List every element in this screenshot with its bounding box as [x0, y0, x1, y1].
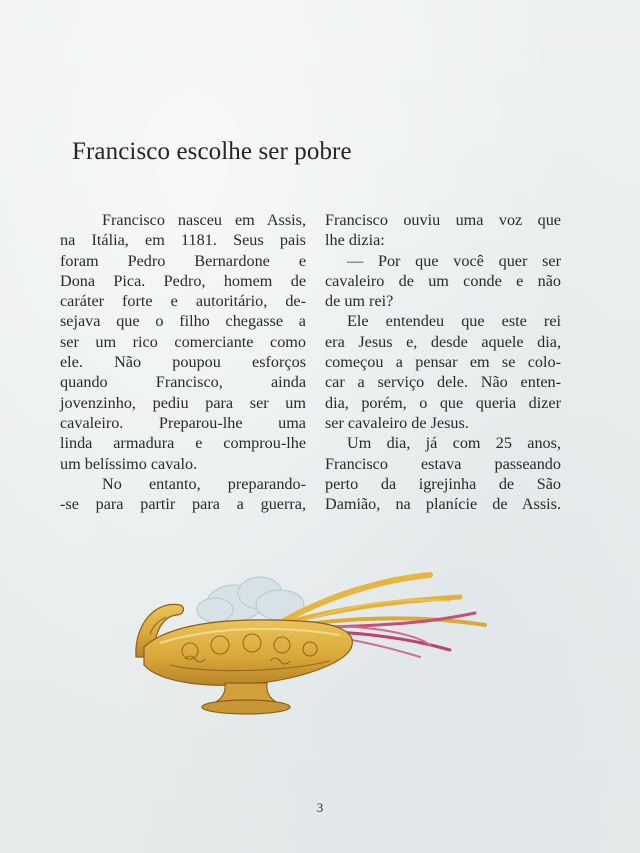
- text-line: cavaleiro de um conde e não: [325, 271, 561, 290]
- text-line: Um dia, já com 25 anos,: [347, 434, 561, 453]
- text-line: car a serviço dele. Não enten-: [325, 373, 561, 392]
- golden-oil-lamp-icon: [130, 565, 500, 725]
- text-line: Damião, na planície de Assis.: [325, 495, 561, 514]
- text-line: na Itália, em 1181. Seus pais: [60, 231, 306, 250]
- text-line: dia, porém, o que queria dizer: [325, 393, 561, 412]
- text-line: ser cavaleiro de Jesus.: [325, 413, 469, 432]
- text-line: ele. Não poupou esforços: [60, 353, 306, 372]
- page-number: 3: [316, 800, 324, 815]
- text-line: quando Francisco, ainda: [60, 373, 306, 392]
- text-line: começou a pensar em se colo-: [325, 353, 561, 372]
- text-line: ser um rico comerciante como: [60, 332, 306, 351]
- text-line: -se para partir para a guerra,: [60, 495, 306, 514]
- text-line: Francisco nasceu em Assis,: [102, 211, 306, 229]
- text-line: perto da igrejinha de São: [325, 474, 561, 493]
- page-title: Francisco escolhe ser pobre: [72, 138, 352, 165]
- text-line: caráter forte e autoritário, de-: [60, 292, 306, 311]
- text-column-left: [60, 210, 306, 514]
- text-column-right: [325, 210, 561, 514]
- text-line: — Por que você quer ser: [347, 251, 561, 270]
- text-line: Francisco estava passeando: [325, 454, 561, 473]
- text-line: cavaleiro. Preparou-lhe uma: [60, 413, 306, 432]
- text-line: Ele entendeu que este rei: [347, 312, 561, 331]
- text-line: Francisco ouviu uma voz que: [325, 211, 561, 229]
- text-line: No entanto, preparando-: [102, 474, 306, 493]
- text-line: lhe dizia:: [325, 231, 385, 250]
- smoke-cloud: [197, 577, 304, 622]
- text-line: foram Pedro Bernardone e: [60, 251, 306, 270]
- text-line: sejava que o filho chegasse a: [60, 312, 306, 331]
- text-line: Dona Pica. Pedro, homem de: [60, 271, 306, 290]
- text-line: linda armadura e comprou-lhe: [60, 434, 306, 453]
- text-line: era Jesus e, desde aquele dia,: [325, 332, 561, 351]
- text-line: de um rei?: [325, 292, 394, 311]
- text-line: jovenzinho, pediu para ser um: [60, 393, 306, 412]
- text-line: um belíssimo cavalo.: [60, 454, 198, 473]
